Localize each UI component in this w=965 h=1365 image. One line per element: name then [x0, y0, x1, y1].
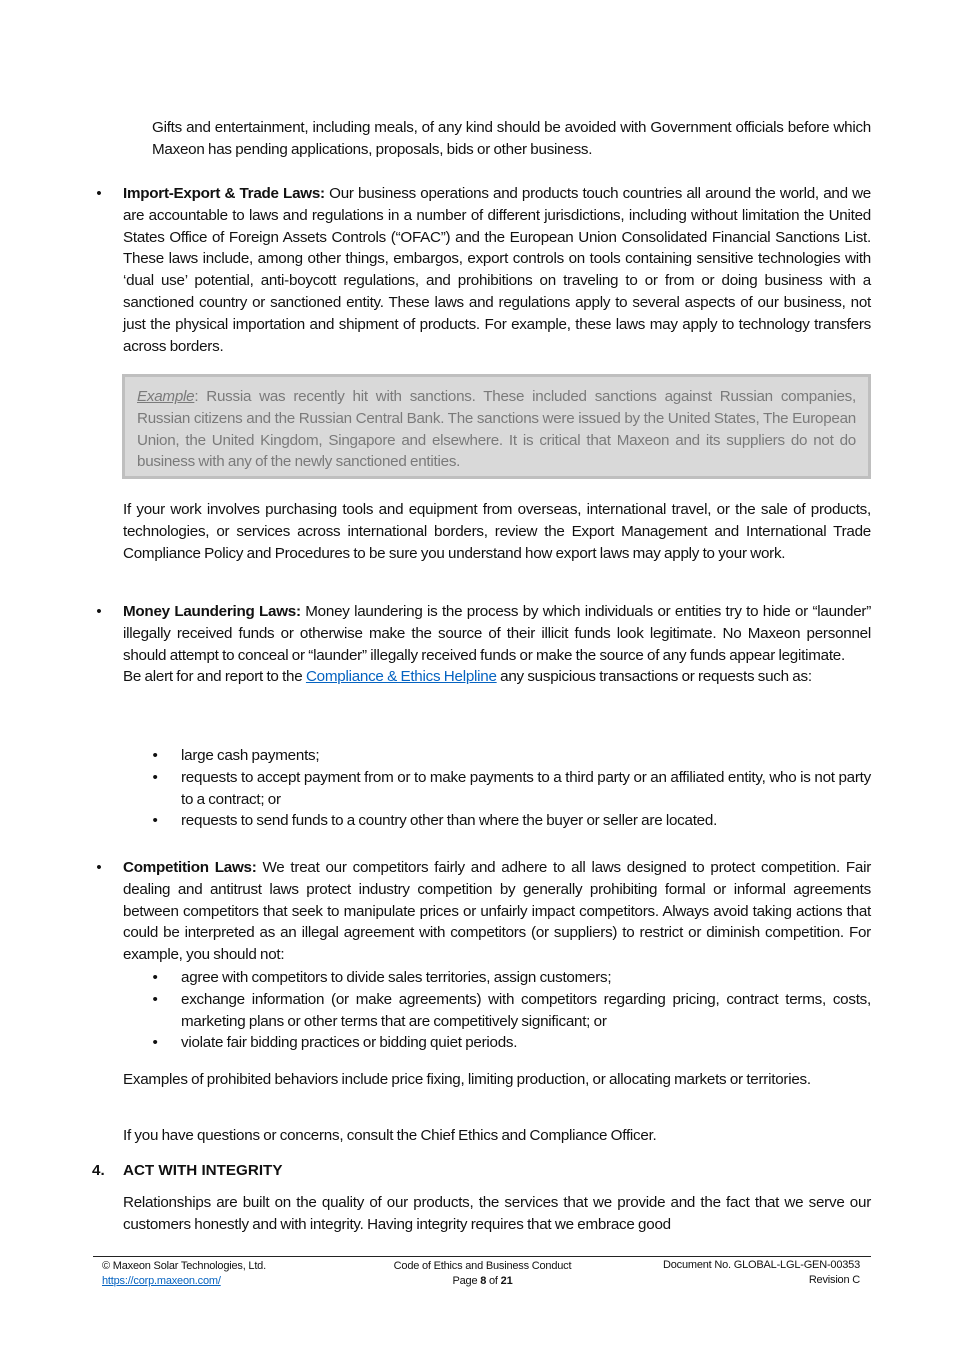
- list-item: [150, 967, 871, 989]
- list-item: [150, 745, 871, 767]
- list-item: [150, 989, 871, 1033]
- money-laundering-content: [123, 601, 871, 688]
- prohibited-examples-paragraph: Examples of prohibited behaviors include price fixing, limiting production, or allocating markets or territories.: [123, 1071, 811, 1088]
- bullet-icon: •: [152, 990, 158, 1008]
- bullet-icon: •: [152, 969, 158, 986]
- section-heading: [92, 1160, 282, 1182]
- import-export-body: Our business operations and products touch countries all around the world, and we are accountable to laws and regulations in a number of different jurisdictions, including without limitation the United States Office of Foreign Assets Controls (“OFAC”) and the European Union Consolidated Financial Sanctions List. These laws include, among other things, embargos, export controls on tools containing sensitive technologies with ‘dual use’ potential, anti-boycott regulations, and prohibitions on traveling to or from or doing business with a sanctioned country or sanctioned entity. These laws and regulations apply to several aspects of our business, not just the physical importation and shipment of products. For example, these laws may apply to technology transfers across borders.: [123, 185, 871, 355]
- competition-lead: Competition Laws:: [123, 859, 257, 876]
- money-laundering-lead: Money Laundering Laws:: [123, 603, 301, 620]
- list-item-text: requests to accept payment from or to make payments to a third party or an affiliated entity, who is not party to a contract; or: [181, 768, 871, 808]
- example-callout-box: [122, 374, 871, 479]
- list-item: [150, 767, 871, 811]
- competition-body: We treat our competitors fairly and adhere to all laws designed to protect competition. Fair dealing and antitrust laws protect industry competition by generally prohibiting formal or informal agreements between competitors that seek to manipulate prices or unfairly impact competitors. Always avoid taking actions that could be interpreted as an illegal agreement with competitors (or suppliers) to restrict or diminish competition. For example, you should not:: [123, 859, 871, 964]
- alert-text-before: Be alert for and report to the: [123, 668, 306, 686]
- footer-center: [370, 1259, 595, 1289]
- page-of: of: [486, 1275, 501, 1287]
- bullet-icon: •: [96, 603, 102, 620]
- list-item-text: requests to send funds to a country other than where the buyer or seller are located.: [181, 812, 718, 830]
- bullet-icon: •: [96, 859, 102, 876]
- competition-paragraph: [123, 857, 871, 966]
- alert-paragraph: [123, 666, 871, 688]
- page-prefix: Page: [452, 1275, 481, 1287]
- import-export-paragraph: [123, 183, 871, 357]
- footer-copyright: © Maxeon Solar Technologies, Ltd.: [102, 1260, 266, 1272]
- money-laundering-body: Money laundering is the process by which individuals or entities try to hide or “launder” illegally received funds or otherwise make the source of their illicit funds look legitimate. No Maxeon personnel should attempt to conceal or “launder” illegally received funds or make the source of any funds appear legitimate.: [123, 603, 872, 664]
- page-total: 21: [500, 1275, 513, 1287]
- bullet-icon: •: [152, 812, 158, 830]
- list-item-text: large cash payments;: [181, 747, 320, 764]
- competition-list: [150, 967, 871, 1054]
- footer-revision: Revision C: [808, 1274, 860, 1286]
- footer-doc-title: Code of Ethics and Business Conduct: [393, 1260, 572, 1272]
- bullet-icon: •: [152, 768, 158, 786]
- footer-doc-number: Document No. GLOBAL-LGL-GEN-00353: [663, 1259, 860, 1271]
- export-followup-paragraph: If your work involves purchasing tools and equipment from overseas, international travel, or the sale of products, technologies, or services across international borders, review the Export Management and International Trade Compliance Policy and Procedures to be sure you understand how export laws may apply to your work.: [123, 501, 871, 562]
- integrity-paragraph: Relationships are built on the quality of our products, the services that we provide and the fact that we serve our customers honestly and with integrity. Having integrity requires that we embrace good: [123, 1194, 871, 1233]
- alert-text-after: any suspicious transactions or requests such as:: [496, 668, 812, 686]
- bullet-icon: •: [152, 1034, 158, 1052]
- footer-left: [102, 1259, 266, 1289]
- footer-right: [663, 1258, 860, 1288]
- footer-divider: [93, 1256, 871, 1257]
- compliance-helpline-link[interactable]: Compliance & Ethics Helpline: [305, 668, 497, 686]
- example-text: : Russia was recently hit with sanctions. These included sanctions against Russian companies, Russian citizens and the Russian Central Bank. The sanctions were issued by the United States, The European Union, the United Kingdom, Singapore and elsewhere. It is critical that Maxeon and its suppliers do not do business with any of the newly sanctioned entities.: [137, 388, 856, 471]
- bullet-icon: •: [96, 185, 102, 202]
- section-title: ACT WITH INTEGRITY: [123, 1162, 283, 1179]
- section-number: 4.: [92, 1162, 105, 1179]
- list-item-text: agree with competitors to divide sales territories, assign customers;: [181, 969, 612, 986]
- page-current: 8: [480, 1275, 487, 1287]
- footer-website-link[interactable]: https://corp.maxeon.com/: [102, 1275, 221, 1287]
- footer-page-number: [370, 1274, 595, 1289]
- list-item-text: exchange information (or make agreements) with competitors regarding pricing, contract terms, costs, marketing plans or other terms that are competitively significant; or: [181, 990, 871, 1030]
- list-item-text: violate fair bidding practices or bidding quiet periods.: [181, 1034, 518, 1052]
- import-export-lead: Import-Export & Trade Laws:: [123, 185, 325, 202]
- money-laundering-paragraph: [123, 601, 871, 666]
- list-item: [150, 810, 871, 832]
- example-label: Example: [137, 388, 195, 405]
- bullet-icon: •: [152, 747, 158, 764]
- gifts-paragraph: Gifts and entertainment, including meals, of any kind should be avoided with Government officials before which Maxeon has pending applications, proposals, bids or other business.: [152, 119, 871, 158]
- questions-paragraph: If you have questions or concerns, consult the Chief Ethics and Compliance Officer.: [123, 1127, 657, 1144]
- list-item: [150, 1032, 871, 1054]
- money-laundering-list: [150, 745, 871, 832]
